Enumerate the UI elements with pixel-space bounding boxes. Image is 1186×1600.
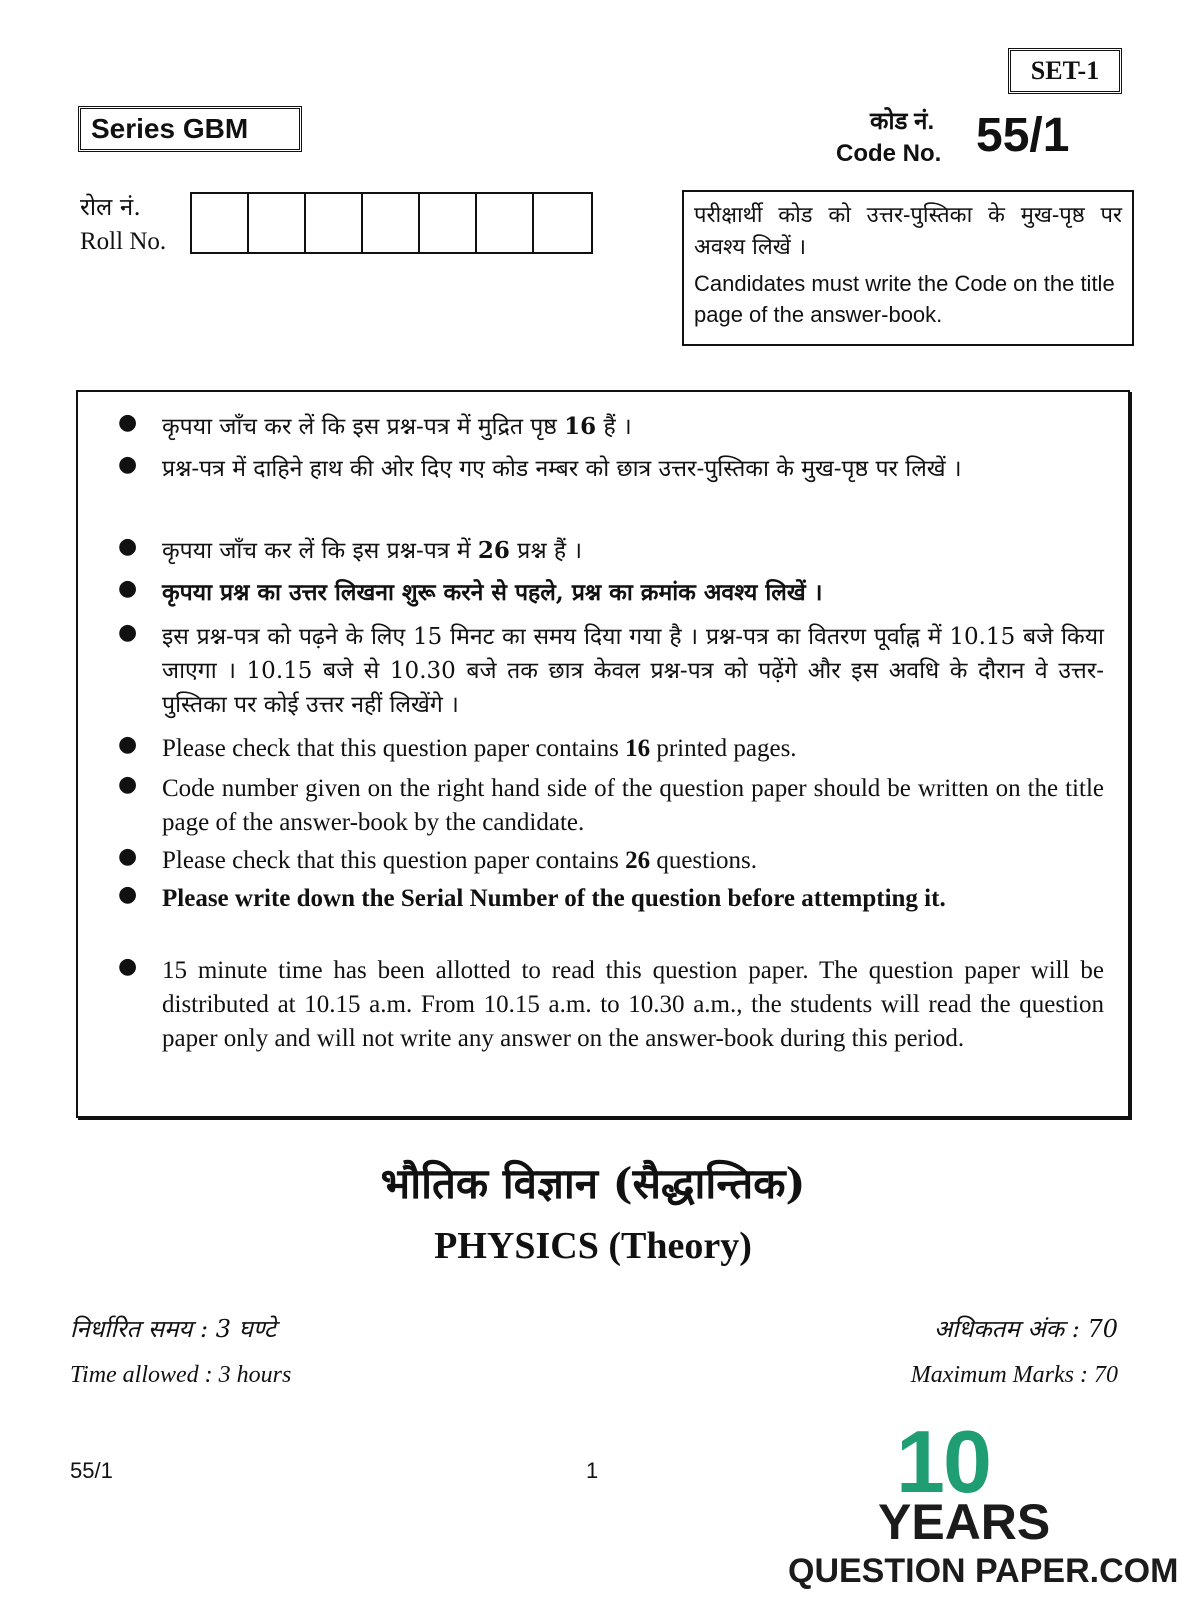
roll-cell[interactable] xyxy=(477,194,534,252)
roll-cell[interactable] xyxy=(249,194,306,252)
instruction-text: printed pages. xyxy=(650,735,797,762)
instruction-text: कृपया प्रश्न का उत्तर लिखना शुरू करने से पहले, प्रश्न का क्रमांक अवश्य लिखें । xyxy=(162,579,823,606)
instruction-text: 15 minute time has been allotted to read this question paper. The question paper will be distributed at 10.15 a.m. From 10.15 a.m. to 10.30 a.m., the students will read the question paper only and will not write any answer on the answer-book during this period. xyxy=(162,957,1104,1052)
bullet: ● xyxy=(118,844,138,869)
subject-title-hindi: भौतिक विज्ञान (सैद्धान्तिक) xyxy=(380,1159,806,1208)
max-marks-english: Maximum Marks : 70 xyxy=(910,1362,1118,1388)
bullet: ● xyxy=(118,954,138,979)
bullet: ● xyxy=(118,576,138,601)
instruction-text: Please check that this question paper contains xyxy=(162,735,626,762)
instruction-number: 16 xyxy=(564,413,597,440)
roll-label-english: Roll No. xyxy=(80,228,167,255)
instructions-box xyxy=(76,390,1130,1118)
max-marks-hindi: अधिकतम अंक : 70 xyxy=(933,1315,1118,1343)
instruction-number: 16 xyxy=(625,735,651,762)
bullet: ● xyxy=(118,882,138,907)
page-number: 1 xyxy=(586,1458,599,1483)
logo-years: YEARS xyxy=(878,1494,1051,1550)
instruction-text: प्रश्न-पत्र में दाहिने हाथ की ओर दिए गए कोड नम्बर को छात्र उत्तर-पुस्तिका के मुख-पृष्ठ पर लिखें । xyxy=(162,456,962,482)
instruction-number: 26 xyxy=(625,847,651,874)
series-label: Series GBM xyxy=(78,106,302,152)
roll-number-boxes[interactable] xyxy=(190,192,593,254)
instruction-text: इस प्रश्न-पत्र को पढ़ने के लिए 15 मिनट का समय दिया गया है । प्रश्न-पत्र का वितरण पूर्वाह्न में 10.15 बजे किया जाएगा । 10.15 बजे से 10.30 बजे तक छात्र केवल प्रश्न-पत्र को पढ़ेंगे और इस अवधि के दौरान वे उत्तर-पुस्तिका पर कोई उत्तर नहीं लिखेंगे । xyxy=(162,624,1104,718)
roll-cell[interactable] xyxy=(192,194,249,252)
instruction-text: Code number given on the right hand side of the question paper should be written on the title page of the answer-book by the candidate. xyxy=(162,775,1104,836)
logo-site-name: QUESTION PAPER.COM xyxy=(788,1552,1179,1590)
instruction-text: questions. xyxy=(650,847,758,874)
instruction-text: Please write down the Serial Number of the question before attempting it. xyxy=(162,885,946,912)
instruction-text: हैं । xyxy=(596,414,632,440)
bullet: ● xyxy=(118,732,138,757)
instruction-text: कृपया जाँच कर लें कि इस प्रश्न-पत्र में xyxy=(162,538,478,564)
bullet: ● xyxy=(118,534,138,559)
set-label: SET-1 xyxy=(1008,48,1122,94)
code-label-english: Code No. xyxy=(836,140,942,167)
candidate-note-hindi: परीक्षार्थी कोड को उत्तर-पुस्तिका के मुख-पृष्ठ पर अवश्य लिखें । xyxy=(694,203,1122,260)
candidate-note-english: Candidates must write the Code on the title page of the answer-book. xyxy=(694,271,1115,327)
candidate-note-box xyxy=(682,190,1134,346)
roll-label-hindi: रोल नं. xyxy=(80,193,141,221)
time-allowed-hindi: निर्धारित समय : 3 घण्टे xyxy=(70,1315,277,1343)
code-label-hindi: कोड नं. xyxy=(870,108,935,135)
code-number: 55/1 xyxy=(976,109,1070,162)
instruction-number: 26 xyxy=(477,537,510,564)
footer-code: 55/1 xyxy=(70,1458,113,1483)
logo-number: 10 xyxy=(896,1412,990,1511)
bullet: ● xyxy=(118,620,138,645)
roll-cell[interactable] xyxy=(534,194,591,252)
bullet: ● xyxy=(118,410,138,435)
roll-cell[interactable] xyxy=(306,194,363,252)
instruction-text: Please check that this question paper contains xyxy=(162,847,626,874)
time-allowed-english: Time allowed : 3 hours xyxy=(70,1362,292,1388)
roll-cell[interactable] xyxy=(363,194,420,252)
subject-title-english: PHYSICS (Theory) xyxy=(434,1225,752,1267)
instruction-text: कृपया जाँच कर लें कि इस प्रश्न-पत्र में मुद्रित पृष्ठ xyxy=(162,414,565,440)
instruction-text: प्रश्न हैं । xyxy=(509,538,583,564)
bullet: ● xyxy=(118,452,138,477)
roll-cell[interactable] xyxy=(420,194,477,252)
bullet: ● xyxy=(118,772,138,797)
